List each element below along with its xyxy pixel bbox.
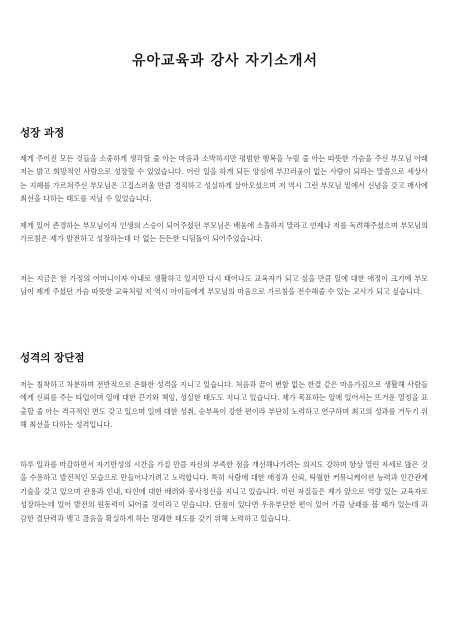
growth-paragraph-2: 제게 있어 존경하는 부모님이자 인생의 스승이 되어주셨던 부모님은 배움에 소홀하지 말라고 언제나 저를 독려해주셨으며 부모님의 가르침은 제가 발전하고 성장하는데 더 없는 든든한 디딤돌이 되어주었습니다.	[20, 221, 428, 244]
growth-paragraph-3: 저는 지금은 한 가정의 어머니이자 아내로 생활하고 있지만 다시 태어나도 교육자가 되고 싶을 만큼 일에 대한 애정이 크기에 부모님이 제게 주셨던 가슴 따뜻한 교육처럼 저 역시 아이들에게 부모님의 마음으로 가르침을 전수해줄 수 있는 교사가 되고 싶습니다.	[20, 274, 428, 297]
personality-paragraph-1: 저는 침착하고 차분하며 전반적으로 온화한 성격을 지니고 있습니다. 처음과 끝이 변함 없는 한결 같은 마음가짐으로 생활해 사람들에게 신뢰를 주는 타입이며 일에 대한 끈기와 책임, 성실한 태도도 지니고 있습니다. 제가 목표하는 일에 있어서는 뜨거운 열정을 표출할 줄 아는 격극적인 면도 갖고 있으며 일에 대한 성취, 승부욕이 강한 편이라 부단히 노력하고 연구하며 최고의 성과를 거두기 위해 최선을 다하는 성격입니다.	[20, 380, 428, 430]
section-heading-personality: 성격의 장단점	[20, 352, 85, 364]
section-heading-growth: 성장 과정	[20, 127, 65, 139]
personality-paragraph-2: 하루 일과를 마감하면서 자기반성의 시간을 가질 만큼 자신의 부족한 점을 개선해나가려는 의지도 강하며 항상 열린 자세로 많은 것을 수용하고 발전적인 모습으로 만들어나가려고 노력합니다. 특히 사람에 대한 애정과 신뢰, 탁월한 커뮤니케이션 능력과 인간관계 기술을 갖고 있으며 관용과 인내, 타인에 대한 배려와 봉사정신을 지니고 있습니다. 이런 자질들은 제가 앞으로 역량 있는 교육자로 성장하는데 있어 발전의 원동력이 되어줄 것이라고 믿습니다. 단점이 있다면 우유부단한 편이 있어 가끔 낭패를 볼 때가 있는데 과감한 결단력과 맺고 끊음을 확실하게 하는 명쾌한 태도를 갖기 위해 노력하고 있습니다.	[20, 460, 428, 523]
growth-paragraph-1: 제게 주어진 모든 것들을 소중하게 생각할 줄 아는 마음과 소박하지만 평범한 행복을 누릴 줄 아는 따뜻한 가슴을 주신 부모님 아래 저는 밝고 희망적인 사람으로 성장할 수 있었습니다. 어린 일을 하게 되든 양심에 부끄러움이 없는 사람이 되라는 말씀으로 세상사는 지혜를 가르쳐주신 부모님은 고집스러울 만큼 경직하고 성실하게 살아오셨으며 저 역시 그런 부모님 밑에서 신념을 갖고 매사에 최선을 다하는 태도를 지닐 수 있었습니다.	[20, 154, 428, 204]
document-title: 유아교육과 강사 자기소개서	[131, 53, 319, 69]
